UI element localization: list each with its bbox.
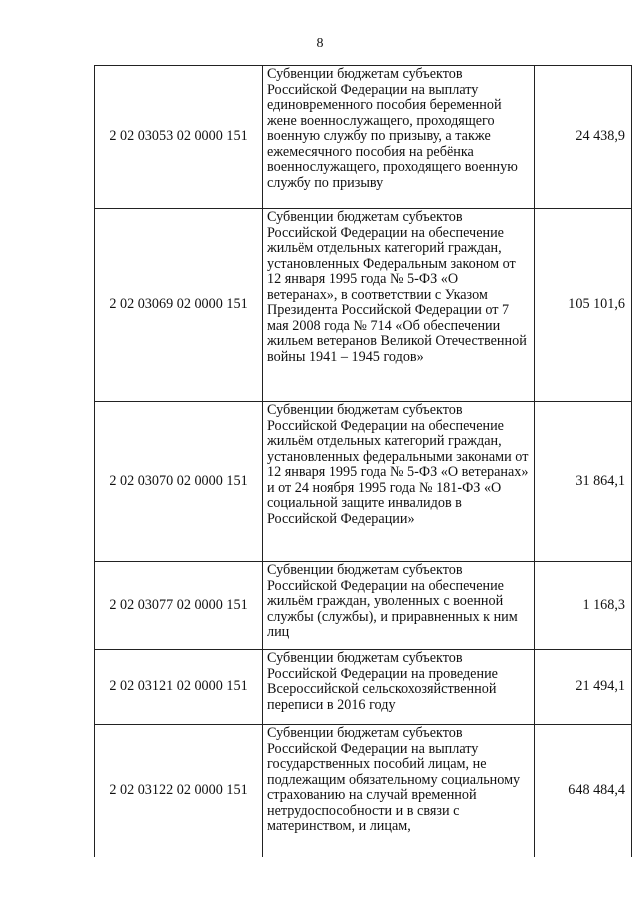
- description-cell: Субвенции бюджетам субъектов Российской Федерации на обеспечение жильём граждан, уволенных с военной службы (службы), и приравненных к ним лиц: [263, 562, 535, 650]
- amount-cell: 648 484,4: [535, 725, 632, 858]
- description-cell: Субвенции бюджетам субъектов Российской Федерации на выплату государственных пособий лицам, не подлежащим обязательному социальному страхованию на случай временной нетрудоспособности и в связи с материнством, и лицам,: [263, 725, 535, 858]
- amount-cell: 24 438,9: [535, 66, 632, 209]
- amount-cell: 105 101,6: [535, 209, 632, 402]
- description-cell: Субвенции бюджетам субъектов Российской Федерации на проведение Всероссийской сельскохозяйственной переписи в 2016 году: [263, 650, 535, 725]
- table-row: [95, 66, 632, 209]
- budget-code-cell: 2 02 03121 02 0000 151: [95, 650, 263, 725]
- amount-cell: 31 864,1: [535, 402, 632, 562]
- description-cell: Субвенции бюджетам субъектов Российской Федерации на обеспечение жильём отдельных категорий граждан, установленных федеральными законами от 12 января 1995 года № 5-ФЗ «О ветеранах» и от 24 ноября 1995 года № 181-ФЗ «О социальной защите инвалидов в Российской Федерации»: [263, 402, 535, 562]
- budget-code-cell: 2 02 03053 02 0000 151: [95, 66, 263, 209]
- description-cell: Субвенции бюджетам субъектов Российской Федерации на выплату единовременного пособия беременной жене военнослужащего, проходящего военную службу по призыву, а также ежемесячного пособия на ребёнка военнослужащего, проходящего военную службу по призыву: [263, 66, 535, 209]
- description-cell: Субвенции бюджетам субъектов Российской Федерации на обеспечение жильём отдельных категорий граждан, установленных Федеральным законом от 12 января 1995 года № 5-ФЗ «О ветеранах», в соответствии с Указом Президента Российской Федерации от 7 мая 2008 года № 714 «Об обеспечении жильем ветеранов Великой Отечественной войны 1941 – 1945 годов»: [263, 209, 535, 402]
- budget-code-cell: 2 02 03077 02 0000 151: [95, 562, 263, 650]
- amount-cell: 21 494,1: [535, 650, 632, 725]
- budget-code-cell: 2 02 03070 02 0000 151: [95, 402, 263, 562]
- table-row: [95, 562, 632, 650]
- table-row: [95, 725, 632, 858]
- budget-code-cell: 2 02 03069 02 0000 151: [95, 209, 263, 402]
- budget-table: [94, 65, 632, 857]
- table-row: [95, 650, 632, 725]
- table-row: [95, 402, 632, 562]
- budget-code-cell: 2 02 03122 02 0000 151: [95, 725, 263, 858]
- amount-cell: 1 168,3: [535, 562, 632, 650]
- page-number: 8: [316, 36, 324, 51]
- table-row: [95, 209, 632, 402]
